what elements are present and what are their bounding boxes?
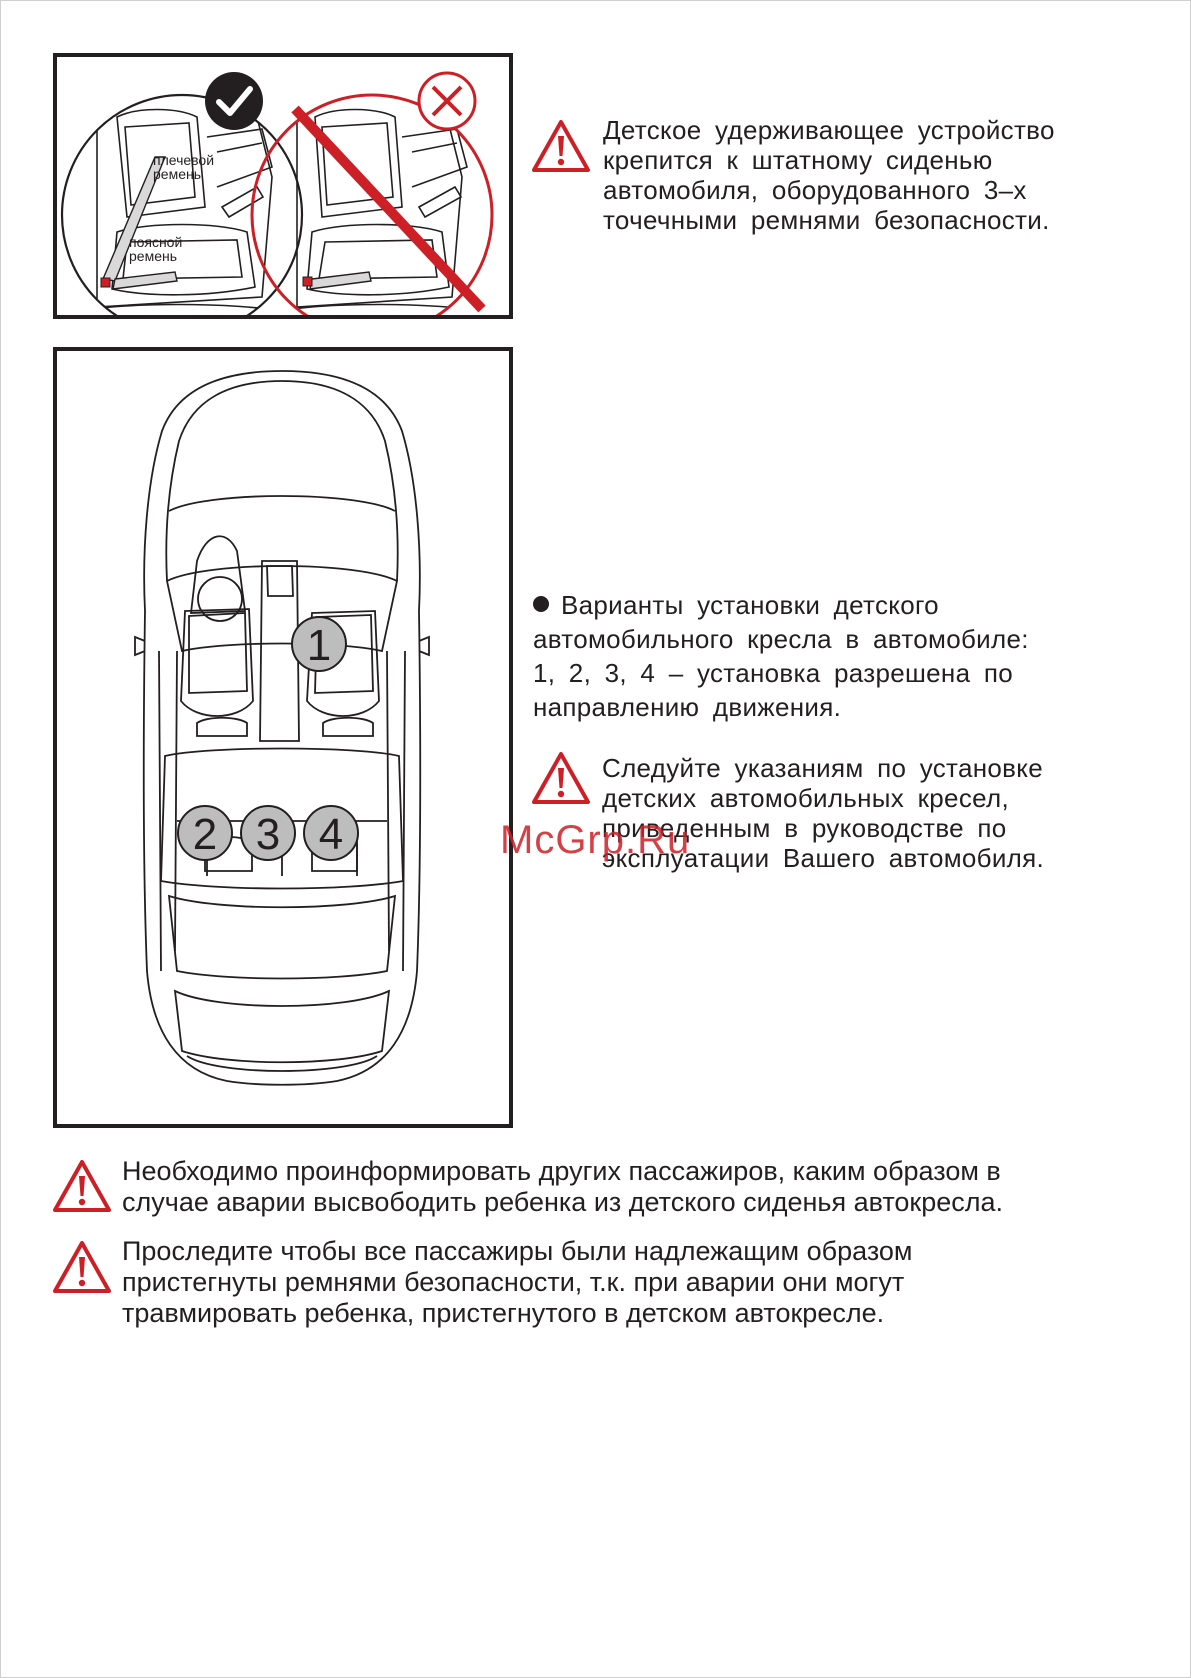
- shoulder-belt-label-1: плечевой: [153, 152, 215, 168]
- warning-line: травмировать ребенка, пристегнутого в детском автокресле.: [122, 1298, 885, 1328]
- lap-belt-strap: [113, 272, 177, 289]
- mount-note-line: Детское удерживающее устройство: [603, 115, 1055, 145]
- warning-line: Необходимо проинформировать других пассажиров, каким образом в: [122, 1156, 1001, 1186]
- variants-note-line: 1, 2, 3, 4 – установка разрешена по: [533, 658, 1014, 688]
- lap-belt-label-1: поясной: [129, 234, 183, 250]
- variants-note: [533, 588, 1029, 724]
- seat-number-4: 4: [318, 810, 344, 859]
- check-icon: [205, 72, 263, 130]
- lap-belt-label-2: ремень: [129, 248, 178, 264]
- variants-note-line: Варианты установки детского: [533, 588, 1029, 622]
- mount-note: [603, 115, 1055, 235]
- warning-line: пристегнуты ремнями безопасности, т.к. при аварии они могут: [122, 1267, 905, 1297]
- car-top-view-illustration: [57, 351, 509, 1124]
- mount-note-line: крепится к штатному сиденью: [603, 145, 993, 175]
- mount-note-line: точечными ремнями безопасности.: [603, 205, 1050, 235]
- seat-number-1: 1: [306, 621, 332, 670]
- warning-triangle-icon: [51, 1239, 113, 1295]
- variants-note-line: направлению движения.: [533, 692, 842, 722]
- car-figure-frame: [53, 347, 513, 1128]
- inform-passengers-warning: [122, 1156, 1003, 1218]
- correct-circle: [62, 95, 302, 315]
- warning-line: случае аварии высвободить ребенка из детского сиденья автокресла.: [122, 1187, 1004, 1217]
- follow-note-line: детских автомобильных кресел,: [602, 783, 1010, 813]
- follow-note-line: эксплуатации Вашего автомобиля.: [602, 843, 1045, 873]
- belt-figure-illustration: [57, 57, 509, 315]
- fasten-passengers-warning: [122, 1236, 913, 1329]
- follow-note-line: Следуйте указаниям по установке: [602, 753, 1043, 783]
- variants-note-line: автомобильного кресла в автомобиле:: [533, 624, 1029, 654]
- mount-note-line: автомобиля, оборудованного 3–х: [603, 175, 1027, 205]
- lap-only-buckle: [303, 277, 312, 286]
- follow-note-line: приведенным в руководстве по: [602, 813, 1007, 843]
- warning-triangle-icon: [530, 750, 592, 806]
- warning-line: Проследите чтобы все пассажиры были надлежащим образом: [122, 1236, 913, 1266]
- seat-number-3: 3: [255, 810, 281, 859]
- watermark: McGrp.Ru: [500, 818, 691, 862]
- warning-triangle-icon: [530, 118, 592, 174]
- shoulder-belt-label-2: ремень: [153, 166, 202, 182]
- bullet-icon: [533, 596, 549, 612]
- belt-figure-frame: [53, 53, 513, 319]
- belt-buckle: [101, 278, 110, 287]
- warning-triangle-icon: [51, 1158, 113, 1214]
- seat-number-2: 2: [192, 810, 218, 859]
